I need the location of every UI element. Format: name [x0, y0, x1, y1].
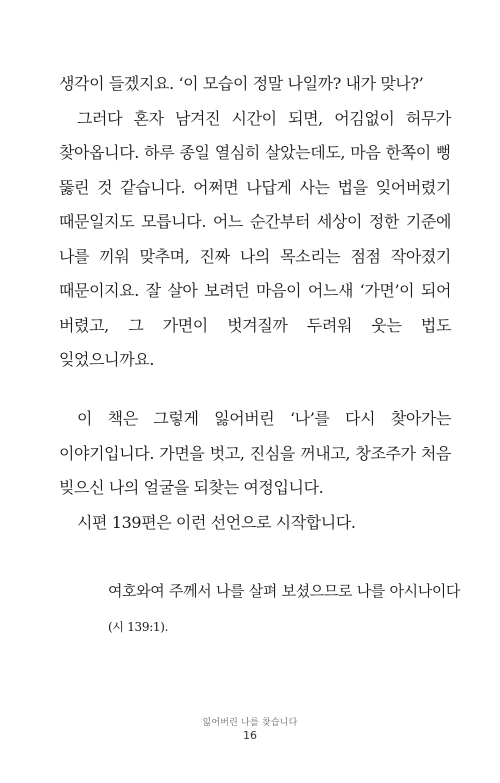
scripture-quote-text: 여호와여 주께서 나를 살펴 보셨으므로 나를 아시나이다 [108, 582, 460, 600]
scripture-quote [108, 574, 460, 645]
body-text-top [59, 67, 451, 378]
scripture-reference: (시 139:1). [108, 620, 169, 634]
paragraph-book-purpose: 이 책은 그렇게 잃어버린 ‘나’를 다시 찾아가는 이야기입니다. 가면을 벗고, 진심을 꺼내고, 창조주가 처음 빚으신 나의 얼굴을 되찾는 여정입니다. [59, 409, 451, 497]
body-text-bottom [59, 402, 451, 540]
paragraph-emptiness: 그러다 혼자 남겨진 시간이 되면, 어김없이 허무가 찾아옵니다. 하루 종일 열심히 살았는데도, 마음 한쪽이 뻥 뚫린 것 같습니다. 어쩌면 나답게 사는 법을 잊어버렸기 때문일지도 모릅니다. 어느 순간부터 세상이 정한 기준에 나를 끼워 맞추며, 진짜 나의 목소리는 점점 작아졌기 때문이지요. 잘 살아 보려던 마음이 어느새 ‘가면’이 되어 버렸고, 그 가면이 벗겨질까 두려워 웃는 법도 잊었으니까요. [59, 108, 451, 369]
page-number: 16 [243, 729, 257, 742]
paragraph-psalm-intro: 시편 139편은 이런 선언으로 시작합니다. [77, 512, 356, 532]
running-footer-title: 잃어버린 나를 찾습니다 [202, 718, 298, 728]
paragraph-continuation: 생각이 들겠지요. ‘이 모습이 정말 나일까? 내가 맞나?’ [59, 74, 424, 93]
